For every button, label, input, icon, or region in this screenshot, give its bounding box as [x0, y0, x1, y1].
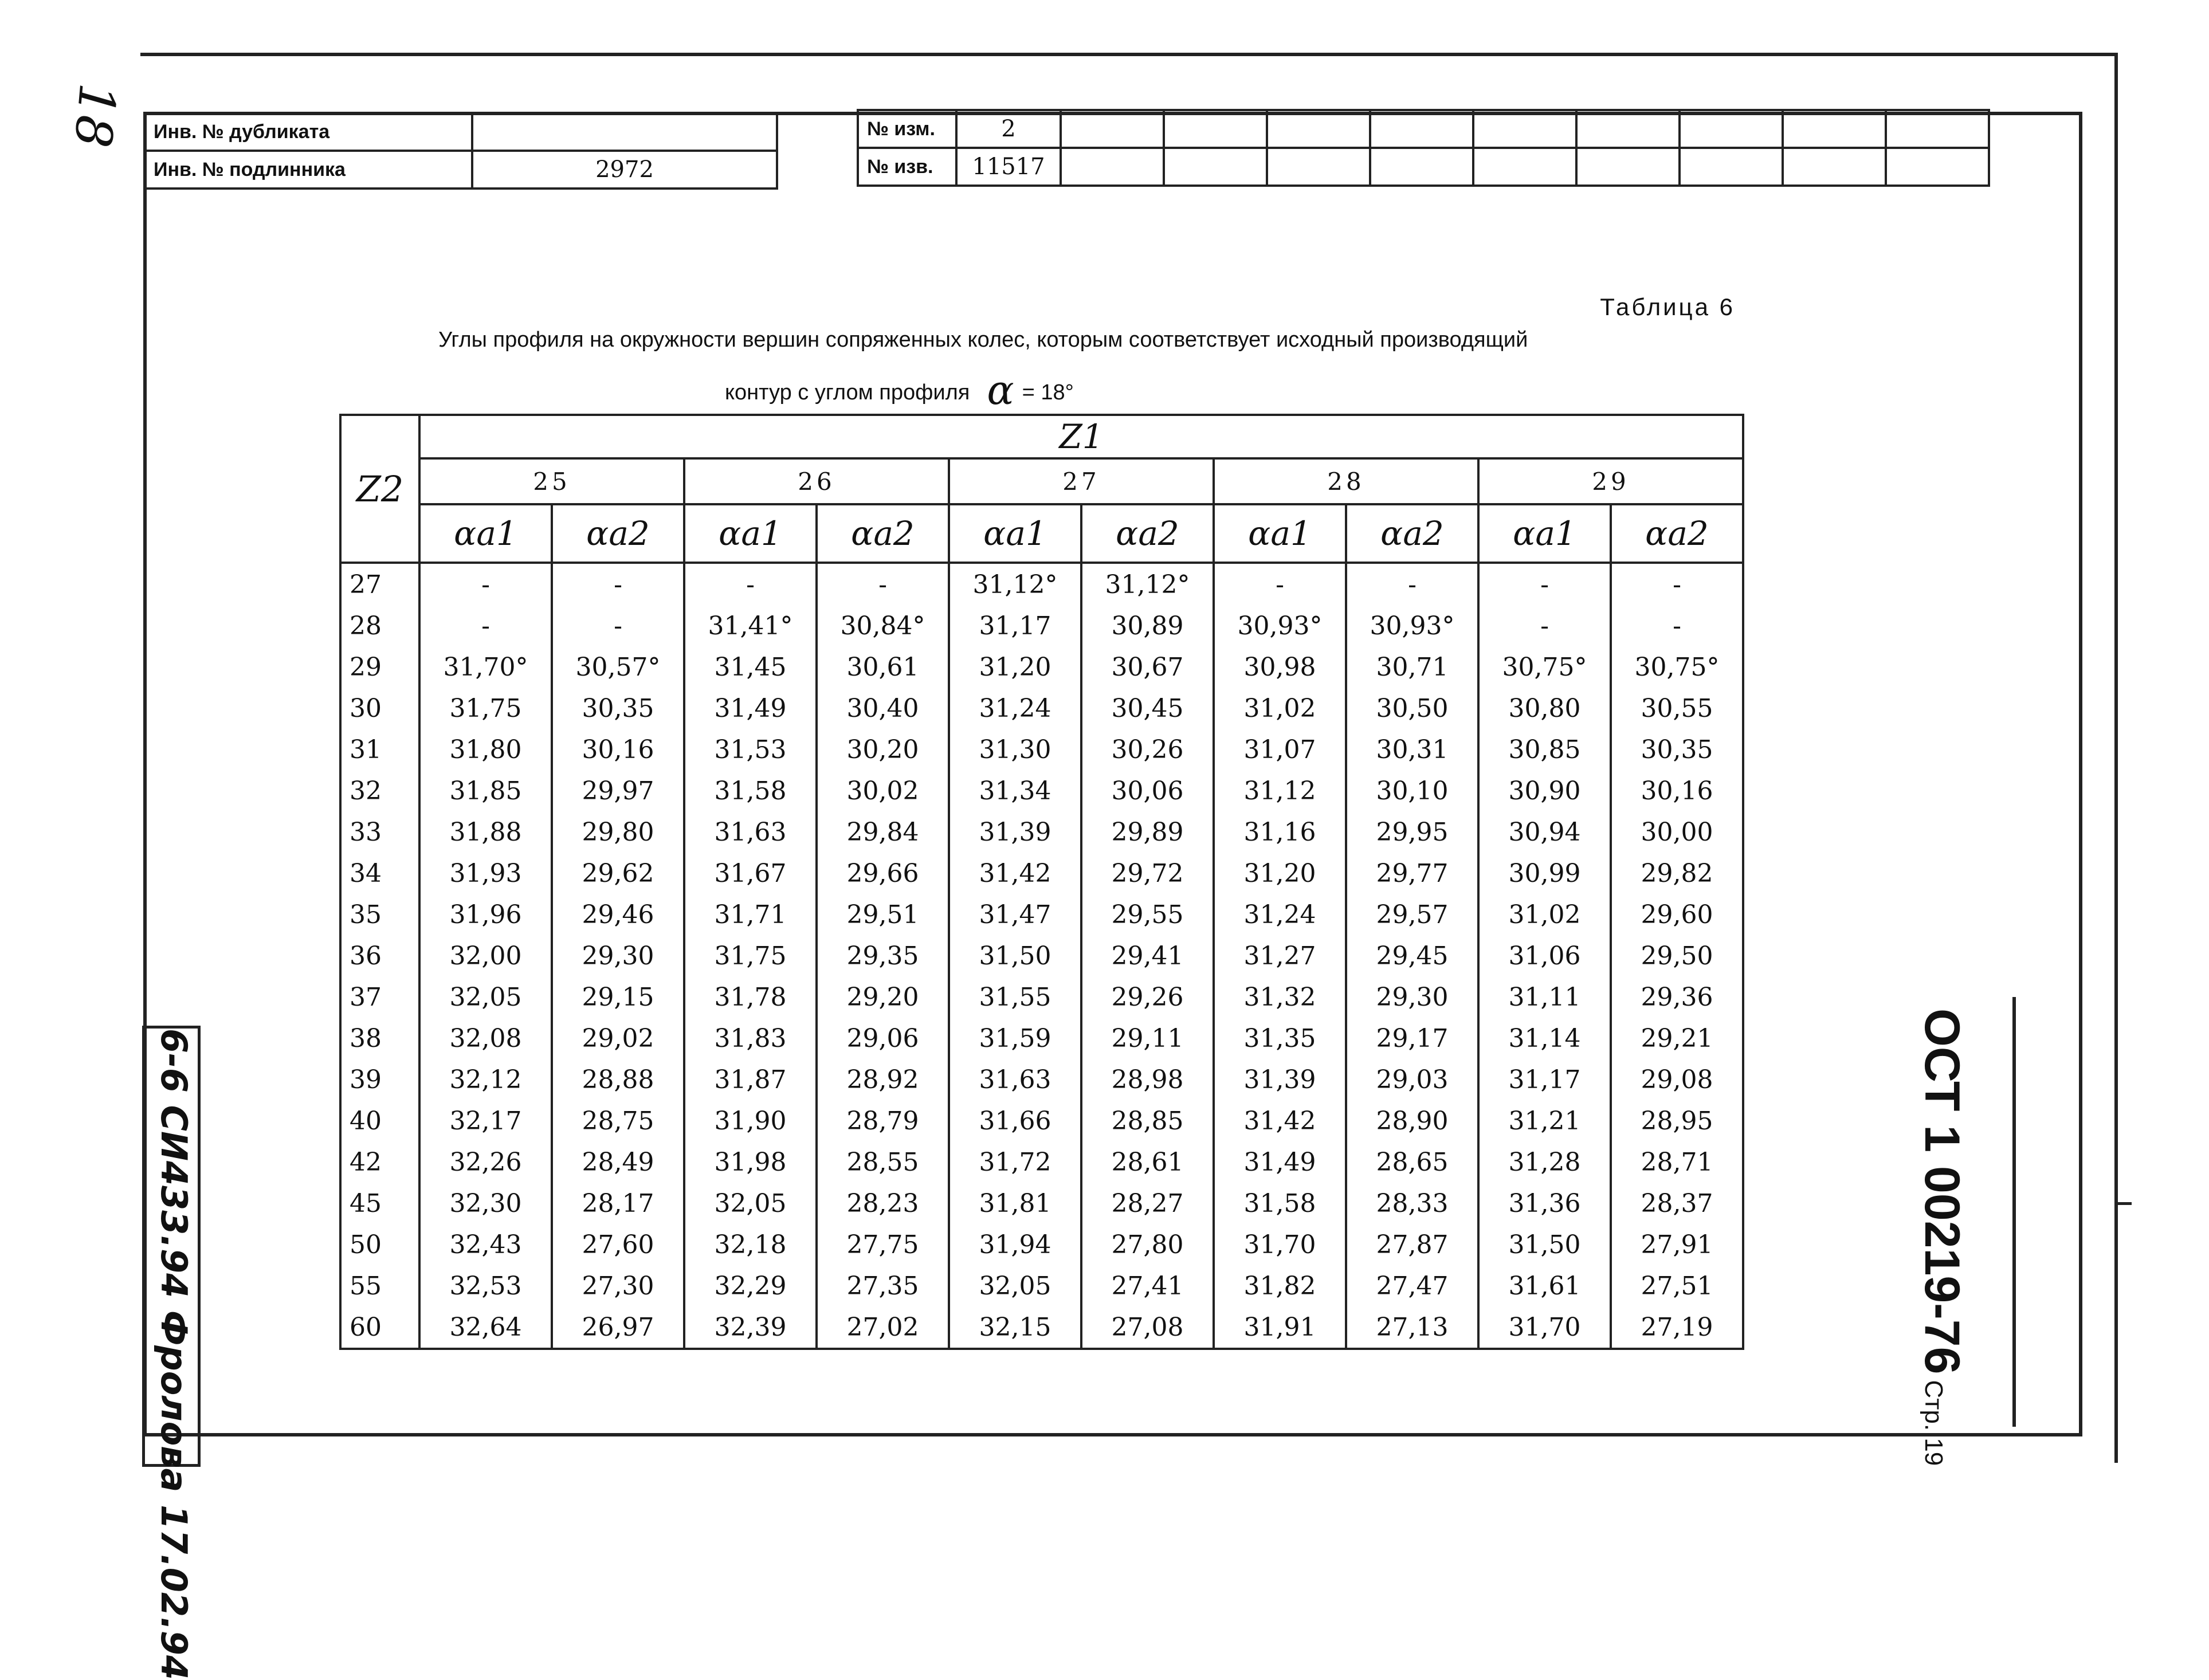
angle-cell: 30,93° — [1346, 605, 1478, 646]
table-row — [340, 1100, 1743, 1141]
angle-cell: - — [1611, 605, 1743, 646]
angle-cell: 28,37 — [1611, 1183, 1743, 1224]
angle-cell: - — [1214, 563, 1346, 605]
angle-cell: 30,02 — [817, 770, 949, 811]
angle-cell: 28,98 — [1081, 1059, 1214, 1100]
header-label: № изв. — [858, 148, 956, 186]
header-empty-cell — [1370, 110, 1473, 148]
table-row — [340, 935, 1743, 976]
z2-cell: 39 — [340, 1059, 419, 1100]
angle-cell: 28,71 — [1611, 1141, 1743, 1183]
header-empty-cell — [1473, 148, 1576, 186]
angle-cell: 32,08 — [419, 1018, 552, 1059]
angle-cell: 31,72 — [949, 1141, 1081, 1183]
header-empty-cell — [1886, 148, 1989, 186]
angle-cell: 28,65 — [1346, 1141, 1478, 1183]
angle-cell: 31,49 — [684, 688, 817, 729]
angle-cell: 31,35 — [1214, 1018, 1346, 1059]
angle-cell: 27,60 — [552, 1224, 684, 1265]
angle-cell: 29,08 — [1611, 1059, 1743, 1100]
angle-cell: 31,71 — [684, 894, 817, 935]
page-number: 18 — [62, 81, 128, 150]
angle-cell: 31,20 — [949, 646, 1081, 688]
angle-cell: 27,87 — [1346, 1224, 1478, 1265]
z2-cell: 37 — [340, 976, 419, 1018]
z1-group-header: 29 — [1478, 458, 1743, 504]
header-value: 11517 — [956, 148, 1061, 186]
angle-cell: 31,78 — [684, 976, 817, 1018]
header-empty-cell — [1061, 148, 1164, 186]
table-row — [340, 1306, 1743, 1349]
table-row — [340, 563, 1743, 605]
angle-cell: 29,17 — [1346, 1018, 1478, 1059]
angle-cell: 31,14 — [1478, 1018, 1611, 1059]
z2-cell: 35 — [340, 894, 419, 935]
alpha-a2-header: αa2 — [1346, 504, 1478, 563]
angle-cell: 31,82 — [1214, 1265, 1346, 1306]
header-label: № изм. — [858, 110, 956, 148]
angle-cell: 31,47 — [949, 894, 1081, 935]
angle-cell: 32,17 — [419, 1100, 552, 1141]
header-empty-cell — [1473, 110, 1576, 148]
header-empty-cell — [1783, 110, 1886, 148]
angle-cell: 31,41° — [684, 605, 817, 646]
angle-cell: 31,58 — [684, 770, 817, 811]
header-empty-cell — [1267, 148, 1370, 186]
angle-cell: 30,93° — [1214, 605, 1346, 646]
header-right-table — [857, 109, 1990, 187]
angle-cell: 27,51 — [1611, 1265, 1743, 1306]
angle-cell: 29,46 — [552, 894, 684, 935]
header-empty-cell — [1783, 148, 1886, 186]
angle-cell: 29,97 — [552, 770, 684, 811]
stamp-divider — [2012, 997, 2016, 1427]
angle-cell: 31,63 — [949, 1059, 1081, 1100]
angle-cell: 31,16 — [1214, 811, 1346, 853]
angle-cell: 31,90 — [684, 1100, 817, 1141]
header-value: 2972 — [472, 151, 777, 189]
angle-cell: 28,90 — [1346, 1100, 1478, 1141]
angle-cell: 31,75 — [684, 935, 817, 976]
table-row — [340, 1141, 1743, 1183]
standard-code — [1913, 1008, 1970, 1466]
alpha-a2-header: αa2 — [817, 504, 949, 563]
angle-cell: 29,66 — [817, 853, 949, 894]
angle-cell: 31,06 — [1478, 935, 1611, 976]
angle-cell: 31,20 — [1214, 853, 1346, 894]
table-title: Углы профиля на окружности вершин сопряженных колес, которым соответствует исходный производящий — [438, 328, 1528, 352]
angle-cell: 30,67 — [1081, 646, 1214, 688]
angle-cell: 30,55 — [1611, 688, 1743, 729]
angle-cell: 31,55 — [949, 976, 1081, 1018]
angle-cell: 30,98 — [1214, 646, 1346, 688]
angle-cell: 27,08 — [1081, 1306, 1214, 1349]
header-right-row — [858, 148, 1989, 186]
angle-cell: 29,26 — [1081, 976, 1214, 1018]
angle-cell: 31,02 — [1214, 688, 1346, 729]
edge-tick — [2114, 1202, 2132, 1205]
angle-cell: 31,85 — [419, 770, 552, 811]
table-row — [340, 605, 1743, 646]
z2-cell: 33 — [340, 811, 419, 853]
angle-cell: 30,20 — [817, 729, 949, 770]
angle-cell: 31,28 — [1478, 1141, 1611, 1183]
angle-cell: 31,32 — [1214, 976, 1346, 1018]
angle-cell: 32,64 — [419, 1306, 552, 1349]
angle-cell: - — [1346, 563, 1478, 605]
angle-cell: 31,66 — [949, 1100, 1081, 1141]
angle-cell: 29,57 — [1346, 894, 1478, 935]
z1-header: Z1 — [419, 415, 1743, 458]
angle-cell: 31,17 — [1478, 1059, 1611, 1100]
angle-cell: 31,87 — [684, 1059, 817, 1100]
angle-cell: 31,42 — [1214, 1100, 1346, 1141]
angle-cell: - — [684, 563, 817, 605]
header-empty-cell — [1061, 110, 1164, 148]
table-title-value: = 18° — [1022, 380, 1074, 405]
z2-cell: 42 — [340, 1141, 419, 1183]
angle-cell: 31,12° — [949, 563, 1081, 605]
z2-cell: 50 — [340, 1224, 419, 1265]
angle-cell: 31,49 — [1214, 1141, 1346, 1183]
alpha-a1-header: αa1 — [419, 504, 552, 563]
angle-cell: 31,53 — [684, 729, 817, 770]
header-empty-cell — [1886, 110, 1989, 148]
angle-cell: 30,84° — [817, 605, 949, 646]
angle-cell: 29,62 — [552, 853, 684, 894]
z2-header: Z2 — [340, 415, 419, 563]
angle-cell: 31,12° — [1081, 563, 1214, 605]
angle-cell: 31,39 — [1214, 1059, 1346, 1100]
z2-cell: 38 — [340, 1018, 419, 1059]
table-row — [340, 894, 1743, 935]
group-header-row — [340, 458, 1743, 504]
angle-cell: 31,50 — [1478, 1224, 1611, 1265]
angle-cell: 31,34 — [949, 770, 1081, 811]
angle-cell: 31,11 — [1478, 976, 1611, 1018]
angle-cell: 31,59 — [949, 1018, 1081, 1059]
alpha-a2-header: αa2 — [552, 504, 684, 563]
alpha-a1-header: αa1 — [684, 504, 817, 563]
z1-header-row — [340, 415, 1743, 458]
angle-cell: 31,80 — [419, 729, 552, 770]
angle-cell: 27,13 — [1346, 1306, 1478, 1349]
table-row — [340, 646, 1743, 688]
header-empty-cell — [1164, 110, 1267, 148]
angle-cell: 31,63 — [684, 811, 817, 853]
angle-cell: 27,80 — [1081, 1224, 1214, 1265]
angle-cell: 32,05 — [419, 976, 552, 1018]
angle-cell: 29,55 — [1081, 894, 1214, 935]
angle-cell: 28,27 — [1081, 1183, 1214, 1224]
angle-cell: 27,91 — [1611, 1224, 1743, 1265]
angle-cell: 29,89 — [1081, 811, 1214, 853]
angle-cell: 31,70 — [1214, 1224, 1346, 1265]
angle-cell: 26,97 — [552, 1306, 684, 1349]
angle-cell: 30,50 — [1346, 688, 1478, 729]
header-value: 2 — [956, 110, 1061, 148]
angle-cell: 28,61 — [1081, 1141, 1214, 1183]
angle-cell: 29,80 — [552, 811, 684, 853]
angle-cell: 30,31 — [1346, 729, 1478, 770]
angle-cell: 31,24 — [949, 688, 1081, 729]
header-label: Инв. № дубликата — [144, 113, 472, 151]
angle-cell: 32,15 — [949, 1306, 1081, 1349]
table-row — [340, 976, 1743, 1018]
angle-cell: 31,45 — [684, 646, 817, 688]
table-row — [340, 729, 1743, 770]
angle-cell: 30,80 — [1478, 688, 1611, 729]
angle-cell: 30,75° — [1478, 646, 1611, 688]
z2-cell: 55 — [340, 1265, 419, 1306]
header-label: Инв. № подлинника — [144, 151, 472, 189]
z2-cell: 36 — [340, 935, 419, 976]
z1-group-header: 28 — [1214, 458, 1478, 504]
angle-cell: 31,81 — [949, 1183, 1081, 1224]
angle-cell: 27,35 — [817, 1265, 949, 1306]
table-row — [340, 1018, 1743, 1059]
alpha-a2-header: αa2 — [1611, 504, 1743, 563]
header-empty-cell — [1680, 110, 1783, 148]
angle-cell: 29,51 — [817, 894, 949, 935]
alpha-a1-header: αa1 — [1214, 504, 1346, 563]
angle-cell: 27,02 — [817, 1306, 949, 1349]
angle-cell: 30,10 — [1346, 770, 1478, 811]
angle-cell: 30,00 — [1611, 811, 1743, 853]
angle-cell: 29,72 — [1081, 853, 1214, 894]
angle-cell: 31,94 — [949, 1224, 1081, 1265]
angle-cell: - — [1478, 605, 1611, 646]
alpha-a1-header: αa1 — [949, 504, 1081, 563]
angle-cell: - — [419, 563, 552, 605]
angle-cell: 32,29 — [684, 1265, 817, 1306]
angle-cell: 28,95 — [1611, 1100, 1743, 1141]
angle-cell: 30,06 — [1081, 770, 1214, 811]
alpha-symbol: α — [987, 367, 1014, 414]
angle-cell: 31,70 — [1478, 1306, 1611, 1349]
z2-cell: 60 — [340, 1306, 419, 1349]
angle-cell: 31,67 — [684, 853, 817, 894]
angle-cell: 31,70° — [419, 646, 552, 688]
table-row — [340, 688, 1743, 729]
table-row — [340, 853, 1743, 894]
z2-cell: 27 — [340, 563, 419, 605]
angle-cell: 27,19 — [1611, 1306, 1743, 1349]
table-label: Таблица 6 — [1600, 293, 1735, 320]
header-empty-cell — [1370, 148, 1473, 186]
angle-cell: 29,30 — [552, 935, 684, 976]
angle-cell: 29,95 — [1346, 811, 1478, 853]
angle-cell: 32,30 — [419, 1183, 552, 1224]
z2-cell: 34 — [340, 853, 419, 894]
angle-cell: 31,75 — [419, 688, 552, 729]
header-empty-cell — [1576, 148, 1680, 186]
z2-cell: 45 — [340, 1183, 419, 1224]
angle-cell: 31,12 — [1214, 770, 1346, 811]
header-left-table — [143, 112, 778, 190]
angle-cell: 30,26 — [1081, 729, 1214, 770]
angle-cell: 29,30 — [1346, 976, 1478, 1018]
z1-group-header: 25 — [419, 458, 684, 504]
angle-cell: 32,12 — [419, 1059, 552, 1100]
angle-cell: 30,40 — [817, 688, 949, 729]
z2-cell: 29 — [340, 646, 419, 688]
angle-cell: 28,49 — [552, 1141, 684, 1183]
table-title-line2 — [725, 367, 1074, 414]
angle-cell: 31,07 — [1214, 729, 1346, 770]
angle-cell: 32,26 — [419, 1141, 552, 1183]
angle-cell: 29,50 — [1611, 935, 1743, 976]
angle-cell: 28,79 — [817, 1100, 949, 1141]
angle-cell: 32,05 — [684, 1183, 817, 1224]
angle-cell: 28,75 — [552, 1100, 684, 1141]
angle-cell: 32,18 — [684, 1224, 817, 1265]
angle-cell: 29,06 — [817, 1018, 949, 1059]
header-right-row — [858, 110, 1989, 148]
z2-cell: 31 — [340, 729, 419, 770]
header-value — [472, 113, 777, 151]
angle-cell: 32,00 — [419, 935, 552, 976]
header-empty-cell — [1164, 148, 1267, 186]
alpha-a2-header: αa2 — [1081, 504, 1214, 563]
angle-cell: 31,61 — [1478, 1265, 1611, 1306]
angle-cell: - — [1611, 563, 1743, 605]
angle-cell: 28,33 — [1346, 1183, 1478, 1224]
table-row — [340, 1059, 1743, 1100]
angle-cell: 27,41 — [1081, 1265, 1214, 1306]
angle-cell: 31,02 — [1478, 894, 1611, 935]
angle-cell: 29,36 — [1611, 976, 1743, 1018]
standard-code-text: ОСТ 1 00219-76 — [1914, 1008, 1969, 1375]
angle-cell: 30,99 — [1478, 853, 1611, 894]
table-title-text: контур с углом профиля — [725, 380, 970, 405]
angle-cell: 31,39 — [949, 811, 1081, 853]
angle-cell: 31,36 — [1478, 1183, 1611, 1224]
table-row — [340, 1183, 1743, 1224]
angle-cell: 30,71 — [1346, 646, 1478, 688]
angle-cell: 30,16 — [1611, 770, 1743, 811]
page-label: Стр. 19 — [1920, 1380, 1948, 1466]
angle-cell: 31,27 — [1214, 935, 1346, 976]
angle-cell: 29,15 — [552, 976, 684, 1018]
angle-cell: 29,03 — [1346, 1059, 1478, 1100]
angle-cell: 29,02 — [552, 1018, 684, 1059]
angle-cell: - — [1478, 563, 1611, 605]
angle-cell: 29,20 — [817, 976, 949, 1018]
angle-cell: 31,58 — [1214, 1183, 1346, 1224]
z1-group-header: 26 — [684, 458, 949, 504]
angle-cell: 28,88 — [552, 1059, 684, 1100]
angle-cell: 29,11 — [1081, 1018, 1214, 1059]
angle-cell: 29,35 — [817, 935, 949, 976]
angle-cell: 30,89 — [1081, 605, 1214, 646]
angle-cell: 30,57° — [552, 646, 684, 688]
angle-cell: 31,91 — [1214, 1306, 1346, 1349]
angle-cell: - — [817, 563, 949, 605]
angle-cell: 29,84 — [817, 811, 949, 853]
registration-stamp: 6-6 СИ433.94 Фролова 17.02.94 — [153, 1029, 195, 1680]
table-row — [340, 770, 1743, 811]
alpha-a1-header: αa1 — [1478, 504, 1611, 563]
z2-cell: 30 — [340, 688, 419, 729]
header-empty-cell — [1680, 148, 1783, 186]
z1-group-header: 27 — [949, 458, 1214, 504]
angle-cell: 30,35 — [1611, 729, 1743, 770]
angle-cell: 32,39 — [684, 1306, 817, 1349]
angle-cell: 27,75 — [817, 1224, 949, 1265]
header-left-row — [144, 113, 777, 151]
angle-cell: 27,30 — [552, 1265, 684, 1306]
header-left-row — [144, 151, 777, 189]
angle-cell: 28,23 — [817, 1183, 949, 1224]
angle-cell: 31,42 — [949, 853, 1081, 894]
angle-cell: 29,60 — [1611, 894, 1743, 935]
angle-cell: 31,83 — [684, 1018, 817, 1059]
angle-cell: 29,41 — [1081, 935, 1214, 976]
profile-angles-table — [339, 414, 1744, 1350]
angle-cell: 29,77 — [1346, 853, 1478, 894]
table-row — [340, 1224, 1743, 1265]
angle-cell: 30,85 — [1478, 729, 1611, 770]
angle-cell: 29,82 — [1611, 853, 1743, 894]
angle-cell: 31,17 — [949, 605, 1081, 646]
angle-cell: 31,24 — [1214, 894, 1346, 935]
angle-cell: 31,98 — [684, 1141, 817, 1183]
z2-cell: 28 — [340, 605, 419, 646]
z2-cell: 40 — [340, 1100, 419, 1141]
angle-cell: 31,30 — [949, 729, 1081, 770]
z2-cell: 32 — [340, 770, 419, 811]
angle-cell: 30,94 — [1478, 811, 1611, 853]
angle-cell: 28,85 — [1081, 1100, 1214, 1141]
angle-cell: 31,96 — [419, 894, 552, 935]
angle-cell: 30,61 — [817, 646, 949, 688]
angle-cell: 32,05 — [949, 1265, 1081, 1306]
angle-cell: 27,47 — [1346, 1265, 1478, 1306]
angle-cell: 30,90 — [1478, 770, 1611, 811]
header-empty-cell — [1576, 110, 1680, 148]
angle-cell: 31,88 — [419, 811, 552, 853]
angle-cell: 30,75° — [1611, 646, 1743, 688]
angle-cell: 30,35 — [552, 688, 684, 729]
table-row — [340, 811, 1743, 853]
header-empty-cell — [1267, 110, 1370, 148]
angle-cell: - — [552, 605, 684, 646]
angle-cell: 32,43 — [419, 1224, 552, 1265]
angle-cell: - — [419, 605, 552, 646]
angle-cell: 31,93 — [419, 853, 552, 894]
angle-cell: 29,45 — [1346, 935, 1478, 976]
angle-cell: 30,16 — [552, 729, 684, 770]
angle-cell: - — [552, 563, 684, 605]
angle-cell: 30,45 — [1081, 688, 1214, 729]
angle-cell: 28,17 — [552, 1183, 684, 1224]
angle-cell: 32,53 — [419, 1265, 552, 1306]
table-row — [340, 1265, 1743, 1306]
angle-cell: 31,21 — [1478, 1100, 1611, 1141]
sub-header-row — [340, 504, 1743, 563]
angle-cell: 28,55 — [817, 1141, 949, 1183]
angle-cell: 29,21 — [1611, 1018, 1743, 1059]
angle-cell: 28,92 — [817, 1059, 949, 1100]
angle-cell: 31,50 — [949, 935, 1081, 976]
table-body — [340, 563, 1743, 1349]
